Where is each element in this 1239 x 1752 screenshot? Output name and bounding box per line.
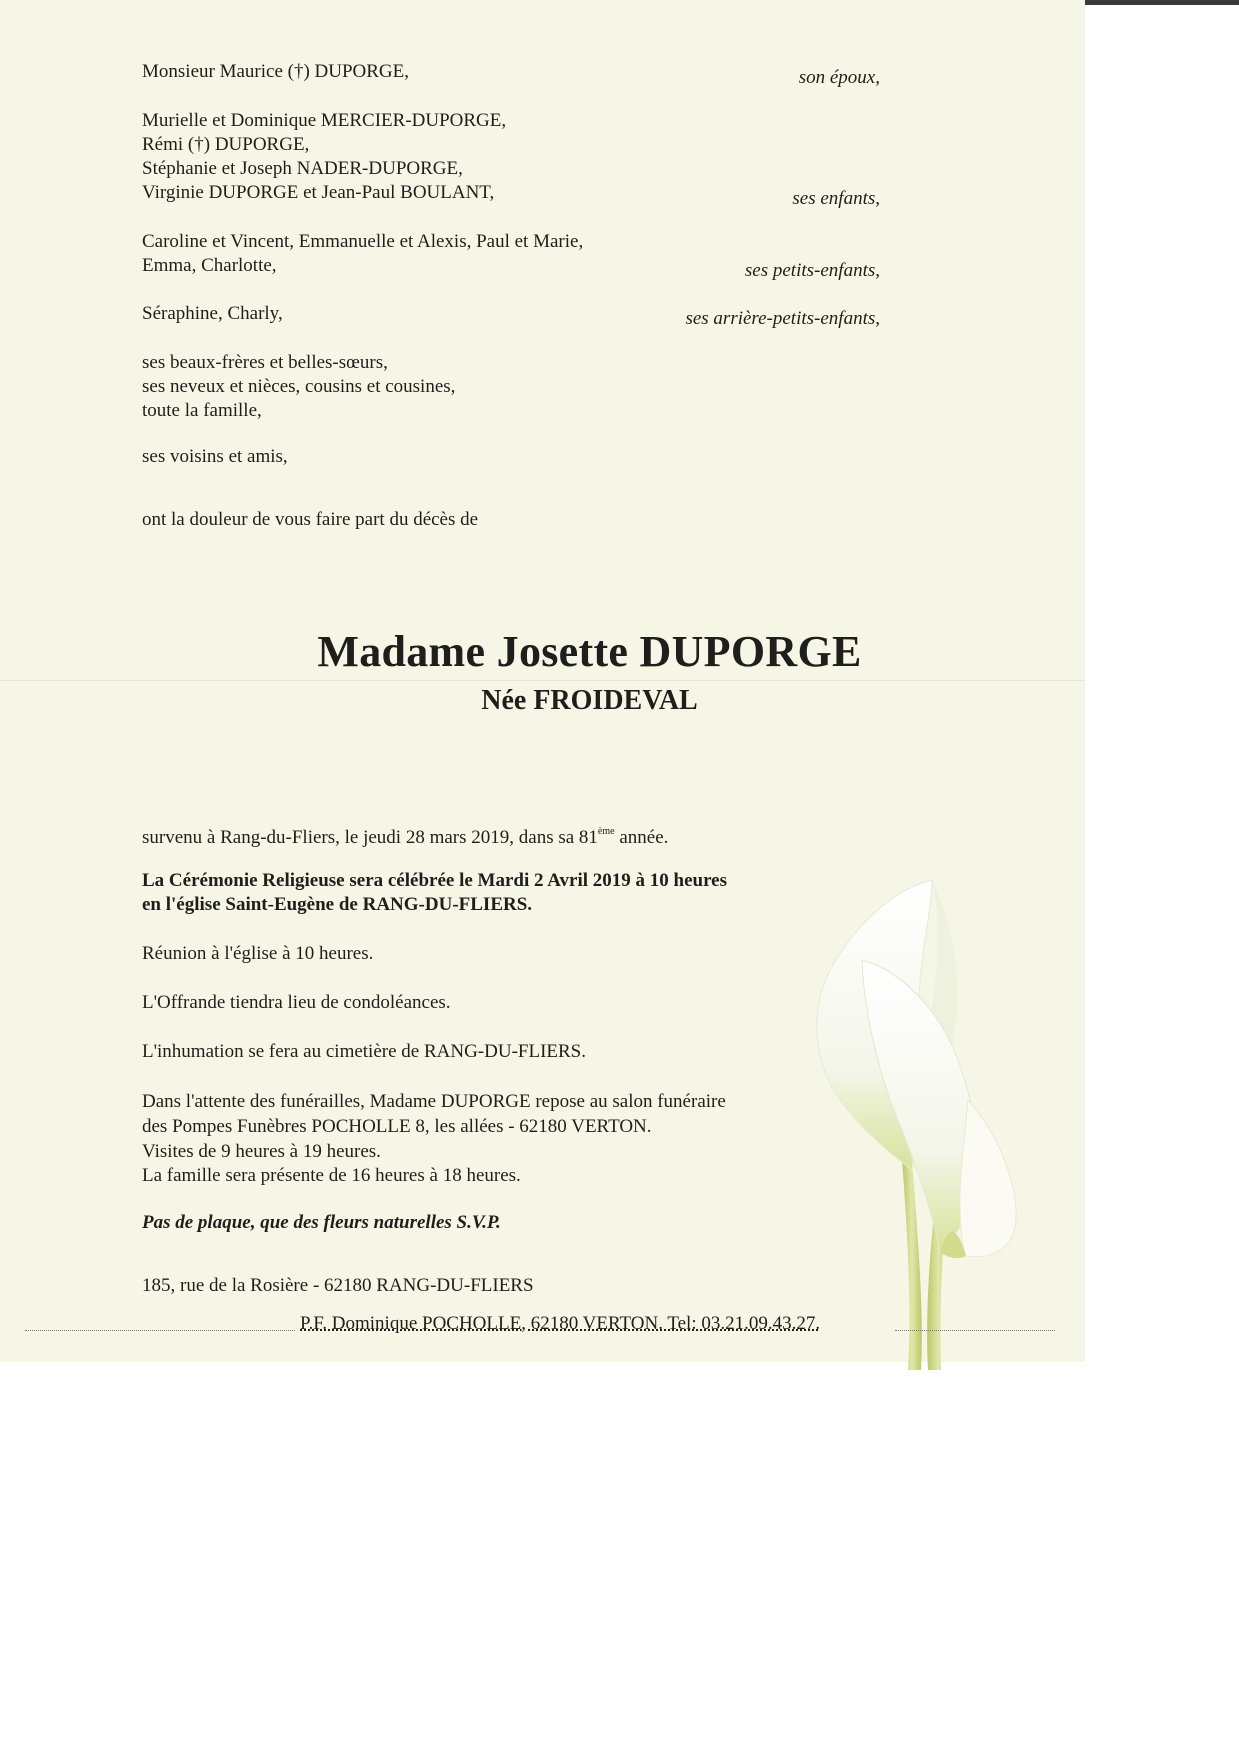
deceased-name: Madame Josette DUPORGE — [317, 627, 862, 676]
footer-dotted-rule-left — [25, 1330, 295, 1331]
family-line-child-4: Virginie DUPORGE et Jean-Paul BOULANT, — [142, 182, 495, 203]
family-presence: La famille sera présente de 16 heures à 18 heures. — [142, 1165, 521, 1186]
relation-grandchildren: ses petits-enfants, — [744, 260, 880, 281]
death-notice-end: année. — [614, 827, 669, 848]
family-line-grandchildren-2: Emma, Charlotte, — [142, 255, 277, 276]
deceased-maiden-name: Née FROIDEVAL — [481, 685, 698, 716]
family-line-child-2: Rémi (†) DUPORGE, — [142, 134, 310, 155]
offering-info: L'Offrande tiendra lieu de condoléances. — [142, 992, 451, 1013]
footer-dotted-rule-right — [895, 1330, 1055, 1331]
flowers-request: Pas de plaque, que des fleurs naturelles S.V.P. — [142, 1212, 501, 1233]
burial-info: L'inhumation se fera au cimetière de RANG-DU-FLIERS. — [142, 1041, 586, 1062]
ceremony-line-2: en l'église Saint-Eugène de RANG-DU-FLIERS. — [142, 894, 533, 915]
ordinal-suffix: ème — [597, 826, 615, 837]
family-line-child-1: Murielle et Dominique MERCIER-DUPORGE, — [142, 110, 507, 131]
relation-great-grandchildren: ses arrière-petits-enfants, — [685, 308, 880, 329]
family-line-neighbours: ses voisins et amis, — [142, 446, 288, 467]
relation-children: ses enfants, — [792, 188, 880, 209]
meeting-info: Réunion à l'église à 10 heures. — [142, 943, 374, 964]
family-line-husband: Monsieur Maurice (†) DUPORGE, — [142, 61, 410, 82]
funeral-home-footer: P.F. Dominique POCHOLLE, 62180 VERTON. Tel: 03.21.09.43.27. — [300, 1313, 821, 1334]
scan-edge — [1085, 0, 1239, 5]
calla-lily-image — [790, 860, 1050, 1370]
resting-line-2: des Pompes Funèbres POCHOLLE 8, les allées - 62180 VERTON. — [142, 1116, 652, 1137]
death-notice-text: survenu à Rang-du-Fliers, le jeudi 28 mars 2019, dans sa 81 — [142, 827, 598, 848]
fold-line — [0, 680, 1085, 681]
family-line-child-3: Stéphanie et Joseph NADER-DUPORGE, — [142, 158, 463, 179]
announcement-intro: ont la douleur de vous faire part du décès de — [142, 509, 479, 530]
relation-husband: son époux, — [798, 67, 880, 88]
ceremony-line-1: La Cérémonie Religieuse sera célébrée le Mardi 2 Avril 2019 à 10 heures — [142, 870, 727, 891]
family-line-whole-family: toute la famille, — [142, 400, 262, 421]
resting-line-1: Dans l'attente des funérailles, Madame DUPORGE repose au salon funéraire — [142, 1091, 726, 1112]
family-line-grandchildren-1: Caroline et Vincent, Emmanuelle et Alexis, Paul et Marie, — [142, 231, 584, 252]
family-line-inlaws: ses beaux-frères et belles-sœurs, — [142, 352, 388, 373]
family-line-relatives: ses neveux et nièces, cousins et cousines, — [142, 376, 456, 397]
family-line-great-grandchildren: Séraphine, Charly, — [142, 303, 283, 324]
family-address: 185, rue de la Rosière - 62180 RANG-DU-FLIERS — [142, 1275, 534, 1296]
visiting-hours: Visites de 9 heures à 19 heures. — [142, 1141, 381, 1162]
death-notice — [142, 820, 668, 850]
